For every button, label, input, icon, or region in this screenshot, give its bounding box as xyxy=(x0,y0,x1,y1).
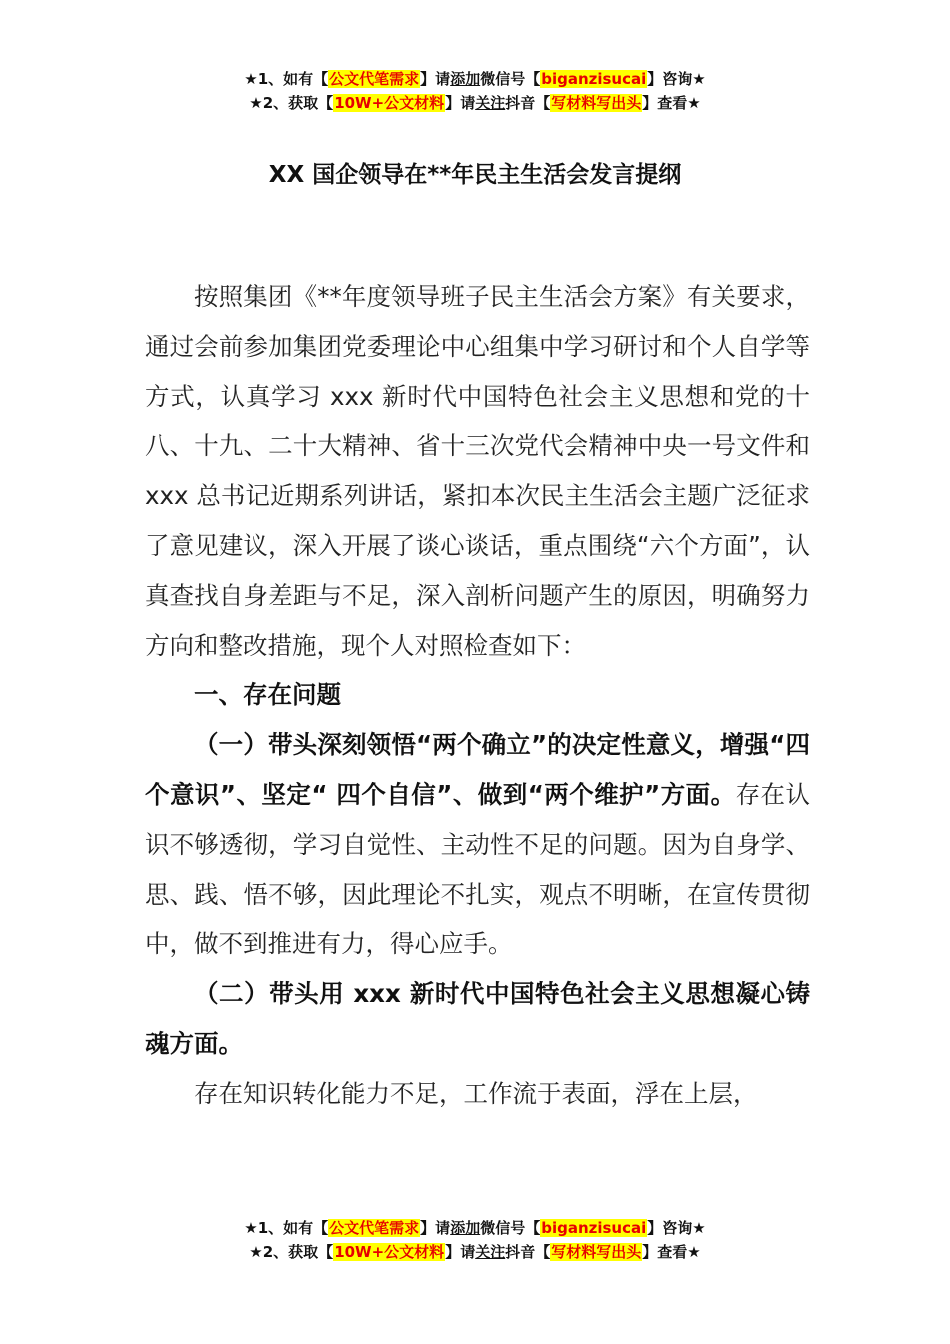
footer-ad-block xyxy=(0,1216,950,1264)
ad-highlight: 公文代笔需求 xyxy=(329,70,420,88)
ad-line-1: ★1、如有【公文代笔需求】请添加微信号【biganzisucai】咨询★ xyxy=(244,70,706,88)
section-heading: 一、存在问题 xyxy=(194,680,341,710)
intro-paragraph: 按照集团《**年度领导班子民主生活会方案》有关要求，通过会前参加集团党委理论中心组集中学习研讨和个人自学等方式，认真学习 xxx 新时代中国特色社会主义思想和党的十八、十九、二十大精神、省十三次党代会精神中央一号文件和 xxx 总书记近期系列讲话，紧扣本次民主生活会主题广泛征求了意见建议，深入开展了谈心谈话，重点围绕“六个方面”，认真查找自身差距与不足，深入剖析问题产生的原因，明确努力方向和整改措施，现个人对照检查如下： xyxy=(145,282,810,660)
ad-highlight: 10W+公文材料 xyxy=(334,94,445,112)
ad-line-1: ★1、如有【公文代笔需求】请添加微信号【biganzisucai】咨询★ xyxy=(244,1219,706,1237)
item-2-text: 存在知识转化能力不足，工作流于表面，浮在上层， xyxy=(194,1078,758,1108)
document-body xyxy=(145,272,810,1119)
item-2-heading: （二）带头用 xxx 新时代中国特色社会主义思想凝心铸魂方面。 xyxy=(145,979,810,1058)
item-1-paragraph xyxy=(145,720,810,969)
item-1-text: 存在认识不够透彻，学习自觉性、主动性不足的问题。因为自身学、思、践、悟不够，因此理论不扎实，观点不明晰，在宣传贯彻中，做不到推进有力，得心应手。 xyxy=(145,779,811,959)
ad-line-2: ★2、获取【10W+公文材料】请关注抖音【写材料写出头】查看★ xyxy=(249,1243,701,1261)
header-ad-block xyxy=(0,67,950,115)
ad-highlight: 写材料写出头 xyxy=(551,94,642,112)
ad-highlight: biganzisucai xyxy=(541,1219,647,1237)
ad-line-2: ★2、获取【10W+公文材料】请关注抖音【写材料写出头】查看★ xyxy=(249,94,701,112)
ad-highlight: 公文代笔需求 xyxy=(329,1219,420,1237)
item-2-heading-paragraph xyxy=(145,969,810,1069)
document-title: XX 国企领导在**年民主生活会发言提纲 xyxy=(268,162,682,188)
ad-highlight: 10W+公文材料 xyxy=(334,1243,445,1261)
ad-highlight: 写材料写出头 xyxy=(551,1243,642,1261)
ad-highlight: biganzisucai xyxy=(541,70,647,88)
item-1-heading: （一）带头深刻领悟“两个确立”的决定性意义，增强“四个意识”、坚定“ 四个自信”、做到“两个维护”方面。 xyxy=(145,730,810,809)
